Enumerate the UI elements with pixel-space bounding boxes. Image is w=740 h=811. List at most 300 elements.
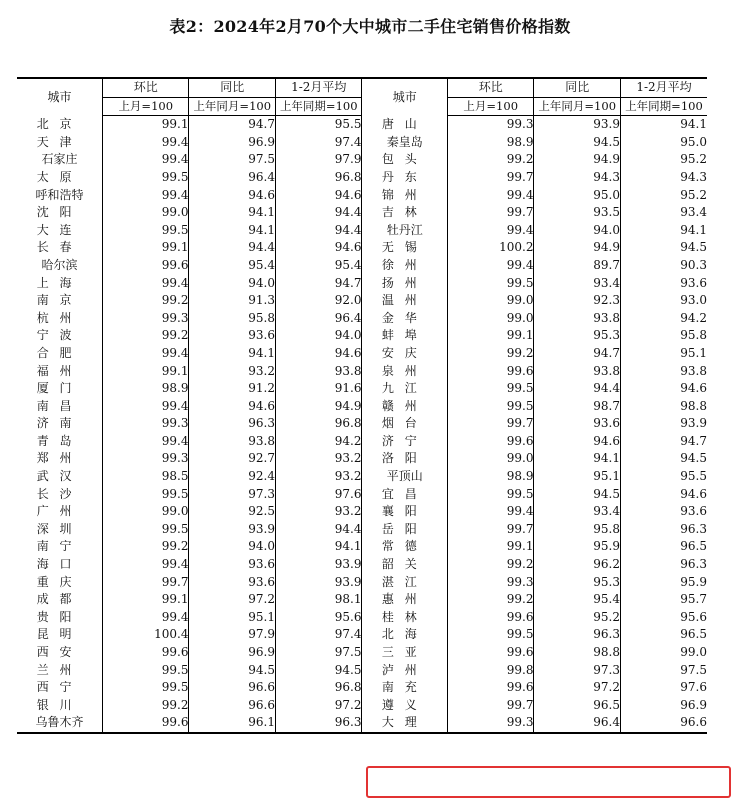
value-yoy: 94.1 (534, 450, 621, 468)
table-row (17, 345, 707, 363)
city-name: 金华 (362, 310, 447, 328)
value-mom: 99.4 (102, 151, 189, 169)
value-yoy: 94.5 (189, 662, 276, 680)
value-avg: 96.6 (620, 714, 707, 733)
city-name: 厦门 (36, 381, 83, 396)
city-name: 青岛 (36, 433, 83, 448)
city-name: 包头 (362, 151, 447, 169)
value-avg: 97.9 (275, 151, 362, 169)
city-name: 深圳 (36, 521, 83, 536)
value-avg: 96.3 (620, 521, 707, 539)
value-avg: 95.8 (620, 327, 707, 345)
value-mom: 99.0 (102, 204, 189, 222)
city-name: 宜昌 (362, 486, 447, 504)
city-name: 西安 (36, 645, 83, 659)
col-header-mom: 环比 (447, 78, 534, 97)
value-mom: 98.9 (447, 134, 534, 152)
city-name: 牡丹江 (362, 222, 447, 240)
value-avg: 97.5 (275, 644, 362, 662)
table-row (17, 363, 707, 381)
table-row (17, 433, 707, 451)
value-yoy: 95.3 (534, 327, 621, 345)
value-yoy: 94.9 (534, 151, 621, 169)
col-header-yoy: 同比 (534, 78, 621, 97)
value-avg: 97.5 (620, 662, 707, 680)
value-avg: 96.8 (275, 415, 362, 433)
table-row (17, 679, 707, 697)
city-name: 扬州 (362, 275, 447, 293)
value-avg: 95.5 (620, 468, 707, 486)
value-mom: 99.3 (102, 310, 189, 328)
value-yoy: 95.0 (534, 187, 621, 205)
value-yoy: 94.1 (189, 345, 276, 363)
value-mom: 99.6 (447, 433, 534, 451)
value-mom: 99.5 (102, 222, 189, 240)
city-name: 银川 (36, 697, 83, 712)
table-row (17, 239, 707, 257)
value-avg: 95.7 (620, 591, 707, 609)
value-mom: 99.1 (102, 591, 189, 609)
city-name: 宁波 (36, 328, 83, 343)
table-row (17, 644, 707, 662)
value-mom: 99.4 (102, 398, 189, 416)
city-name: 南昌 (36, 398, 83, 413)
value-avg: 94.6 (620, 486, 707, 504)
city-name: 韶关 (362, 556, 447, 574)
value-yoy: 92.5 (189, 503, 276, 521)
city-name: 上海 (36, 275, 83, 290)
value-avg: 94.4 (275, 222, 362, 240)
value-mom: 99.6 (447, 679, 534, 697)
value-yoy: 93.9 (189, 521, 276, 539)
value-mom: 99.4 (102, 134, 189, 152)
value-yoy: 95.9 (534, 538, 621, 556)
city-name: 南充 (362, 679, 447, 697)
value-avg: 97.6 (275, 486, 362, 504)
value-mom: 99.1 (447, 538, 534, 556)
value-mom: 99.4 (447, 187, 534, 205)
value-mom: 99.2 (102, 292, 189, 310)
value-avg: 90.3 (620, 257, 707, 275)
value-yoy: 93.6 (189, 327, 276, 345)
value-mom: 99.7 (102, 574, 189, 592)
city-name: 吉林 (362, 204, 447, 222)
value-avg: 94.2 (275, 433, 362, 451)
value-avg: 94.3 (620, 169, 707, 187)
value-avg: 94.7 (275, 275, 362, 293)
city-name: 呼和浩特 (35, 187, 84, 202)
value-avg: 93.6 (620, 275, 707, 293)
city-name: 蚌埠 (362, 327, 447, 345)
table-row (17, 714, 707, 733)
value-mom: 99.5 (102, 679, 189, 697)
table-row (17, 662, 707, 680)
value-mom: 99.6 (447, 644, 534, 662)
col-header-avg: 1-2月平均 (275, 78, 362, 97)
col-base-avg: 上年同期=100 (620, 97, 707, 116)
table-row (17, 697, 707, 715)
value-avg: 96.4 (275, 310, 362, 328)
value-yoy: 95.2 (534, 609, 621, 627)
city-name: 济南 (36, 416, 83, 431)
value-mom: 99.2 (447, 591, 534, 609)
value-yoy: 98.8 (534, 644, 621, 662)
col-base-mom: 上月=100 (102, 97, 189, 116)
value-mom: 99.5 (447, 380, 534, 398)
value-avg: 95.0 (620, 134, 707, 152)
value-mom: 99.6 (102, 644, 189, 662)
table-body (17, 116, 707, 733)
value-yoy: 95.8 (189, 310, 276, 328)
table-row (17, 468, 707, 486)
table-row (17, 450, 707, 468)
value-avg: 94.6 (620, 380, 707, 398)
value-avg: 96.8 (275, 679, 362, 697)
value-avg: 93.9 (275, 556, 362, 574)
value-avg: 93.4 (620, 204, 707, 222)
city-name: 福州 (36, 363, 83, 378)
value-avg: 96.8 (275, 169, 362, 187)
value-mom: 100.4 (102, 626, 189, 644)
table-row (17, 591, 707, 609)
value-yoy: 94.4 (189, 239, 276, 257)
value-yoy: 91.3 (189, 292, 276, 310)
value-avg: 94.9 (275, 398, 362, 416)
city-name: 洛阳 (362, 450, 447, 468)
value-mom: 99.2 (102, 327, 189, 345)
value-avg: 95.6 (275, 609, 362, 627)
value-mom: 99.6 (447, 609, 534, 627)
col-header-yoy: 同比 (189, 78, 276, 97)
value-mom: 99.5 (102, 662, 189, 680)
city-name: 九江 (362, 380, 447, 398)
value-yoy: 95.3 (534, 574, 621, 592)
value-mom: 99.4 (447, 222, 534, 240)
value-avg: 93.8 (275, 363, 362, 381)
city-name: 安庆 (362, 345, 447, 363)
table-row (17, 292, 707, 310)
value-mom: 99.0 (447, 292, 534, 310)
value-yoy: 93.2 (189, 363, 276, 381)
city-name: 武汉 (36, 469, 83, 484)
value-mom: 99.6 (102, 257, 189, 275)
value-yoy: 93.9 (534, 116, 621, 134)
value-mom: 99.0 (447, 310, 534, 328)
value-avg: 95.2 (620, 151, 707, 169)
value-mom: 99.2 (447, 345, 534, 363)
city-name: 成都 (36, 592, 83, 607)
value-yoy: 94.7 (189, 116, 276, 134)
value-yoy: 94.0 (189, 538, 276, 556)
value-mom: 98.5 (102, 468, 189, 486)
value-avg: 97.2 (275, 697, 362, 715)
value-yoy: 96.2 (534, 556, 621, 574)
value-yoy: 92.3 (534, 292, 621, 310)
table-row (17, 574, 707, 592)
city-name: 桂林 (362, 609, 447, 627)
value-avg: 93.9 (620, 415, 707, 433)
city-name: 惠州 (362, 591, 447, 609)
value-yoy: 95.1 (189, 609, 276, 627)
table-row (17, 380, 707, 398)
city-name: 温州 (362, 292, 447, 310)
value-mom: 99.5 (447, 626, 534, 644)
city-name: 大理 (362, 714, 447, 733)
value-yoy: 93.4 (534, 503, 621, 521)
value-yoy: 93.8 (189, 433, 276, 451)
city-name: 徐州 (362, 257, 447, 275)
city-name: 泉州 (362, 363, 447, 381)
value-yoy: 93.8 (534, 363, 621, 381)
value-avg: 94.5 (275, 662, 362, 680)
col-base-avg: 上年同期=100 (275, 97, 362, 116)
value-mom: 99.4 (102, 345, 189, 363)
value-yoy: 96.4 (189, 169, 276, 187)
value-avg: 95.1 (620, 345, 707, 363)
city-name: 贵阳 (36, 609, 83, 624)
value-yoy: 94.9 (534, 239, 621, 257)
city-name: 郑州 (36, 451, 83, 466)
col-header-city: 城市 (362, 78, 447, 116)
value-avg: 94.6 (275, 345, 362, 363)
value-avg: 94.1 (620, 222, 707, 240)
city-name: 大连 (36, 222, 83, 237)
city-name: 兰州 (36, 662, 83, 677)
value-mom: 99.4 (102, 433, 189, 451)
value-yoy: 97.9 (189, 626, 276, 644)
city-name: 昆明 (36, 627, 83, 642)
value-mom: 99.2 (102, 538, 189, 556)
value-avg: 99.0 (620, 644, 707, 662)
value-yoy: 94.0 (189, 275, 276, 293)
table-row (17, 257, 707, 275)
value-yoy: 97.3 (189, 486, 276, 504)
value-mom: 99.1 (102, 363, 189, 381)
city-name: 烟台 (362, 415, 447, 433)
value-avg: 93.2 (275, 503, 362, 521)
value-avg: 98.1 (275, 591, 362, 609)
value-mom: 99.4 (102, 187, 189, 205)
value-mom: 99.5 (447, 275, 534, 293)
value-avg: 97.6 (620, 679, 707, 697)
table-row (17, 151, 707, 169)
price-index-table (17, 77, 707, 734)
value-yoy: 92.4 (189, 468, 276, 486)
value-avg: 94.0 (275, 327, 362, 345)
value-avg: 95.2 (620, 187, 707, 205)
value-yoy: 93.6 (534, 415, 621, 433)
table-row (17, 521, 707, 539)
col-base-mom: 上月=100 (447, 97, 534, 116)
value-avg: 96.5 (620, 538, 707, 556)
value-mom: 99.3 (447, 116, 534, 134)
value-avg: 98.8 (620, 398, 707, 416)
city-name: 无锡 (362, 239, 447, 257)
value-avg: 95.4 (275, 257, 362, 275)
table-title: 表2：2024年2月70个大中城市二手住宅销售价格指数 (169, 17, 571, 36)
city-name: 丹东 (362, 169, 447, 187)
col-header-mom: 环比 (102, 78, 189, 97)
value-mom: 99.4 (102, 609, 189, 627)
value-avg: 95.6 (620, 609, 707, 627)
value-avg: 94.1 (275, 538, 362, 556)
city-name: 锦州 (362, 187, 447, 205)
table-row (17, 415, 707, 433)
value-mom: 99.0 (102, 503, 189, 521)
value-mom: 99.0 (447, 450, 534, 468)
city-name: 岳阳 (362, 521, 447, 539)
value-yoy: 96.5 (534, 697, 621, 715)
value-avg: 96.9 (620, 697, 707, 715)
value-yoy: 96.9 (189, 134, 276, 152)
value-mom: 99.7 (447, 697, 534, 715)
value-mom: 99.4 (102, 275, 189, 293)
city-name: 秦皇岛 (362, 134, 447, 152)
city-name: 北京 (36, 116, 83, 131)
value-yoy: 94.7 (534, 345, 621, 363)
city-name: 哈尔滨 (41, 257, 78, 272)
table-row (17, 398, 707, 416)
value-yoy: 93.6 (189, 574, 276, 592)
value-avg: 96.5 (620, 626, 707, 644)
city-name: 湛江 (362, 574, 447, 592)
highlight-box (366, 766, 731, 798)
value-mom: 99.2 (102, 697, 189, 715)
value-yoy: 96.1 (189, 714, 276, 733)
table-row (17, 626, 707, 644)
city-name: 平顶山 (362, 468, 447, 486)
value-mom: 99.6 (102, 714, 189, 733)
city-name: 西宁 (36, 680, 83, 695)
value-mom: 98.9 (102, 380, 189, 398)
table-row (17, 204, 707, 222)
value-yoy: 94.6 (189, 398, 276, 416)
value-avg: 94.4 (275, 204, 362, 222)
value-yoy: 94.5 (534, 486, 621, 504)
table-row (17, 327, 707, 345)
value-yoy: 98.7 (534, 398, 621, 416)
value-yoy: 92.7 (189, 450, 276, 468)
city-name: 合肥 (36, 345, 83, 360)
city-name: 北海 (362, 626, 447, 644)
value-avg: 93.0 (620, 292, 707, 310)
city-name: 天津 (36, 134, 83, 149)
value-yoy: 94.1 (189, 222, 276, 240)
value-yoy: 97.2 (534, 679, 621, 697)
city-name: 广州 (36, 504, 83, 519)
city-name: 长沙 (36, 486, 83, 501)
value-avg: 92.0 (275, 292, 362, 310)
city-name: 赣州 (362, 398, 447, 416)
value-avg: 93.2 (275, 468, 362, 486)
value-avg: 93.9 (275, 574, 362, 592)
city-name: 泸州 (362, 662, 447, 680)
table-row (17, 538, 707, 556)
value-yoy: 94.5 (534, 134, 621, 152)
value-mom: 99.5 (447, 486, 534, 504)
city-name: 长春 (36, 240, 83, 255)
value-avg: 95.9 (620, 574, 707, 592)
city-name: 常德 (362, 538, 447, 556)
value-yoy: 94.3 (534, 169, 621, 187)
value-mom: 99.1 (102, 116, 189, 134)
value-mom: 99.4 (447, 503, 534, 521)
value-yoy: 96.9 (189, 644, 276, 662)
col-header-avg: 1-2月平均 (620, 78, 707, 97)
value-mom: 99.5 (447, 398, 534, 416)
value-mom: 99.5 (102, 486, 189, 504)
city-name: 海口 (36, 557, 83, 572)
value-yoy: 93.4 (534, 275, 621, 293)
value-yoy: 97.5 (189, 151, 276, 169)
value-mom: 98.9 (447, 468, 534, 486)
value-mom: 99.2 (447, 151, 534, 169)
city-name: 杭州 (36, 310, 83, 325)
value-mom: 100.2 (447, 239, 534, 257)
value-mom: 99.1 (447, 327, 534, 345)
table-row (17, 169, 707, 187)
value-yoy: 93.6 (189, 556, 276, 574)
city-name: 三亚 (362, 644, 447, 662)
table-row (17, 222, 707, 240)
value-mom: 99.1 (102, 239, 189, 257)
table-row (17, 556, 707, 574)
city-name: 唐山 (362, 116, 447, 134)
city-name: 重庆 (36, 574, 83, 589)
value-mom: 99.3 (447, 714, 534, 733)
city-name: 济宁 (362, 433, 447, 451)
value-yoy: 96.3 (189, 415, 276, 433)
city-name: 沈阳 (36, 205, 83, 220)
value-mom: 99.3 (447, 574, 534, 592)
city-name: 石家庄 (41, 152, 78, 167)
col-base-yoy: 上年同月=100 (534, 97, 621, 116)
value-avg: 94.5 (620, 450, 707, 468)
value-mom: 99.8 (447, 662, 534, 680)
table-row (17, 486, 707, 504)
table-row (17, 116, 707, 134)
value-avg: 91.6 (275, 380, 362, 398)
value-avg: 97.4 (275, 134, 362, 152)
value-avg: 94.6 (275, 239, 362, 257)
value-mom: 99.5 (102, 169, 189, 187)
table-row (17, 275, 707, 293)
city-name: 南宁 (36, 539, 83, 554)
table-row (17, 187, 707, 205)
value-avg: 94.4 (275, 521, 362, 539)
value-mom: 99.3 (102, 415, 189, 433)
value-yoy: 94.6 (534, 433, 621, 451)
table-row (17, 310, 707, 328)
value-yoy: 94.0 (534, 222, 621, 240)
value-mom: 99.7 (447, 415, 534, 433)
value-mom: 99.4 (102, 556, 189, 574)
value-avg: 94.6 (275, 187, 362, 205)
value-avg: 95.5 (275, 116, 362, 134)
value-mom: 99.4 (447, 257, 534, 275)
value-yoy: 97.3 (534, 662, 621, 680)
value-avg: 93.8 (620, 363, 707, 381)
col-base-yoy: 上年同月=100 (189, 97, 276, 116)
city-name: 太原 (36, 169, 83, 184)
table-row (17, 503, 707, 521)
city-name: 遵义 (362, 697, 447, 715)
value-yoy: 96.6 (189, 697, 276, 715)
value-yoy: 89.7 (534, 257, 621, 275)
value-yoy: 91.2 (189, 380, 276, 398)
value-avg: 96.3 (620, 556, 707, 574)
value-yoy: 93.8 (534, 310, 621, 328)
